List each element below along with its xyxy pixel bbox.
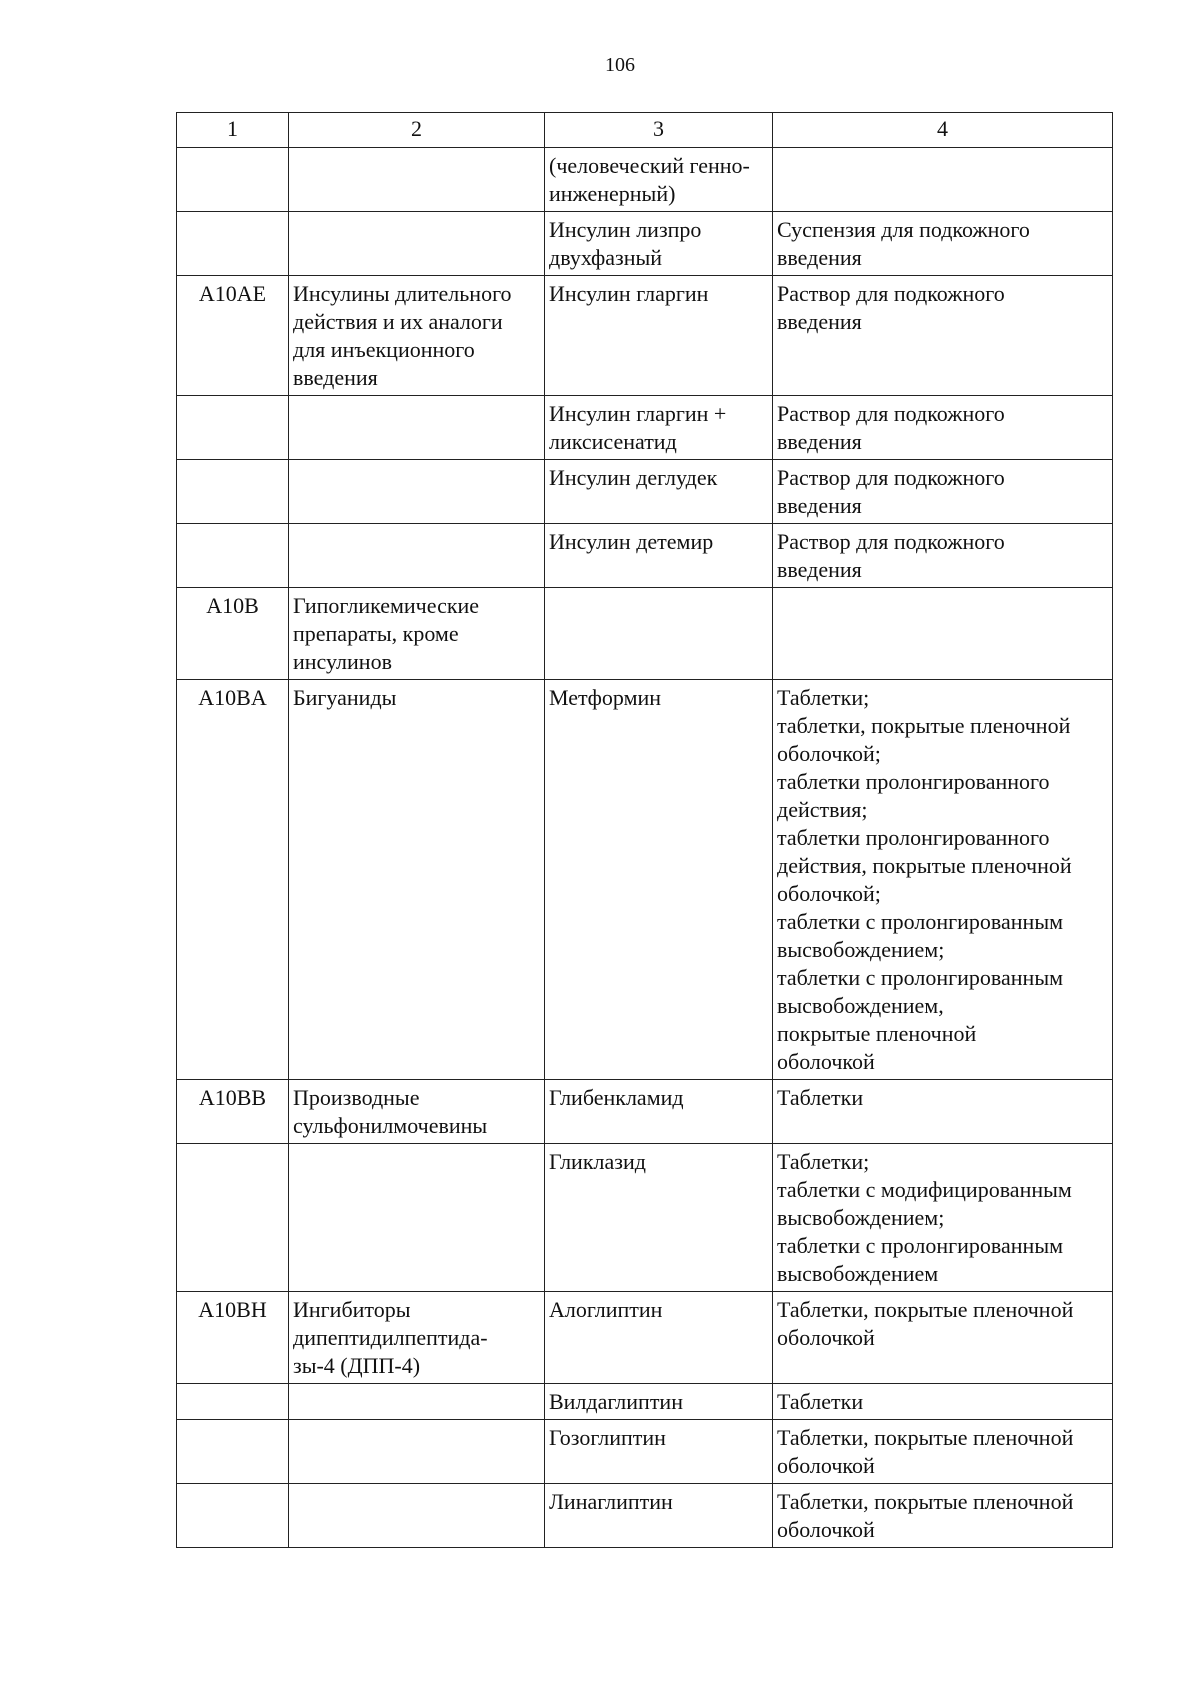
group-name-cell <box>289 1144 545 1292</box>
group-name-cell: Инсулины длительного действия и их аналоги для инъекционного введения <box>289 276 545 396</box>
atc-code-cell: A10B <box>177 588 289 680</box>
table-header-row <box>177 113 1113 148</box>
drug-name-cell: Инсулин лизпро двухфазный <box>545 212 773 276</box>
dosage-form-cell: Таблетки, покрытые пленочной оболочкой <box>773 1420 1113 1484</box>
atc-code-cell <box>177 524 289 588</box>
dosage-form-cell <box>773 148 1113 212</box>
group-name-cell: Бигуаниды <box>289 680 545 1080</box>
dosage-form-cell: Таблетки; таблетки с модифицированным высвобождением; таблетки с пролонгированным высвобождением <box>773 1144 1113 1292</box>
table-row <box>177 1292 1113 1384</box>
table-row <box>177 1144 1113 1292</box>
drug-name-cell: Вилдаглиптин <box>545 1384 773 1420</box>
atc-code-cell <box>177 1144 289 1292</box>
drug-table <box>176 112 1113 1548</box>
drug-name-cell: Инсулин детемир <box>545 524 773 588</box>
atc-code-cell <box>177 212 289 276</box>
dosage-form-cell: Таблетки <box>773 1080 1113 1144</box>
table-row <box>177 148 1113 212</box>
group-name-cell <box>289 524 545 588</box>
group-name-cell: Производные сульфонилмочевины <box>289 1080 545 1144</box>
atc-code-cell <box>177 1384 289 1420</box>
drug-name-cell <box>545 588 773 680</box>
table-row <box>177 212 1113 276</box>
dosage-form-cell: Таблетки, покрытые пленочной оболочкой <box>773 1292 1113 1384</box>
dosage-form-cell: Раствор для подкожного введения <box>773 396 1113 460</box>
drug-name-cell: Метформин <box>545 680 773 1080</box>
dosage-form-cell: Суспензия для подкожного введения <box>773 212 1113 276</box>
dosage-form-cell: Раствор для подкожного введения <box>773 460 1113 524</box>
atc-code-cell <box>177 460 289 524</box>
table-row <box>177 396 1113 460</box>
atc-code-cell <box>177 1484 289 1548</box>
group-name-cell <box>289 148 545 212</box>
drug-name-cell: Линаглиптин <box>545 1484 773 1548</box>
group-name-cell <box>289 1384 545 1420</box>
atc-code-cell <box>177 1420 289 1484</box>
group-name-cell <box>289 396 545 460</box>
atc-code-cell <box>177 396 289 460</box>
column-header-4: 4 <box>773 113 1113 148</box>
column-header-2: 2 <box>289 113 545 148</box>
table-row <box>177 524 1113 588</box>
drug-name-cell: Инсулин гларгин <box>545 276 773 396</box>
drug-name-cell: Инсулин деглудек <box>545 460 773 524</box>
group-name-cell <box>289 460 545 524</box>
dosage-form-cell: Таблетки <box>773 1384 1113 1420</box>
table-row <box>177 588 1113 680</box>
column-header-3: 3 <box>545 113 773 148</box>
group-name-cell <box>289 1420 545 1484</box>
dosage-form-cell: Раствор для подкожного введения <box>773 524 1113 588</box>
group-name-cell <box>289 212 545 276</box>
atc-code-cell: A10AE <box>177 276 289 396</box>
drug-name-cell: Глибенкламид <box>545 1080 773 1144</box>
column-header-1: 1 <box>177 113 289 148</box>
table-row <box>177 1384 1113 1420</box>
dosage-form-cell <box>773 588 1113 680</box>
drug-name-cell: Гликлазид <box>545 1144 773 1292</box>
group-name-cell: Гипогликемические препараты, кроме инсулинов <box>289 588 545 680</box>
atc-code-cell: A10BA <box>177 680 289 1080</box>
table-row <box>177 1484 1113 1548</box>
table-row <box>177 680 1113 1080</box>
drug-name-cell: (человеческий генно- инженерный) <box>545 148 773 212</box>
table-row <box>177 1420 1113 1484</box>
dosage-form-cell: Таблетки, покрытые пленочной оболочкой <box>773 1484 1113 1548</box>
atc-code-cell <box>177 148 289 212</box>
table-row <box>177 1080 1113 1144</box>
table-row <box>177 276 1113 396</box>
group-name-cell <box>289 1484 545 1548</box>
drug-name-cell: Инсулин гларгин + ликсисенатид <box>545 396 773 460</box>
drug-name-cell: Гозоглиптин <box>545 1420 773 1484</box>
atc-code-cell: A10BB <box>177 1080 289 1144</box>
table-row <box>177 460 1113 524</box>
page-number: 106 <box>605 54 635 76</box>
drug-name-cell: Алоглиптин <box>545 1292 773 1384</box>
dosage-form-cell: Раствор для подкожного введения <box>773 276 1113 396</box>
atc-code-cell: A10BH <box>177 1292 289 1384</box>
dosage-form-cell: Таблетки; таблетки, покрытые пленочной оболочкой; таблетки пролонгированного действия; таблетки пролонгированного действия, покрытые пленочной оболочкой; таблетки с пролонгированным высвобождением; таблетки с пролонгированным высвобождением, покрытые пленочной оболочкой <box>773 680 1113 1080</box>
group-name-cell: Ингибиторы дипептидилпептида- зы-4 (ДПП-4) <box>289 1292 545 1384</box>
